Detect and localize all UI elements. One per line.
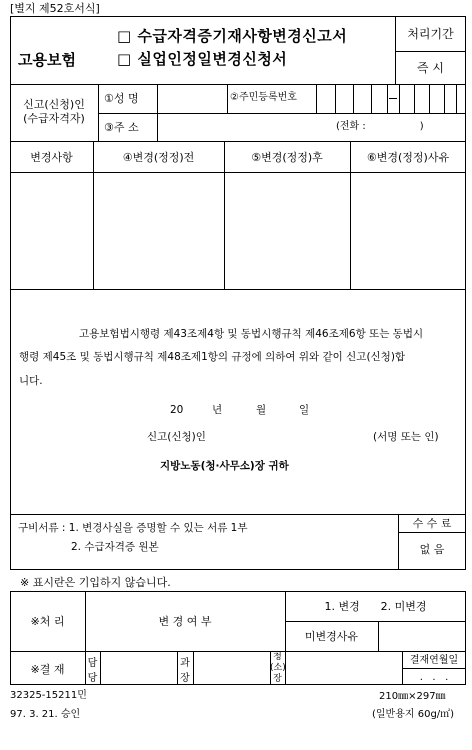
applicant-label: 신고(신청)인 (수급자격자) <box>23 98 85 126</box>
processing-period-label: 처리기간 <box>407 27 454 41</box>
before-change-field[interactable] <box>94 173 224 289</box>
resident-number-label: ②주민등록번호 <box>230 92 297 103</box>
fee-label: 수 수 료 <box>412 517 452 530</box>
no-change-reason-label: 미변경사유 <box>304 630 359 643</box>
form-code: 32325-15211민 <box>10 690 87 701</box>
documents-line-2: 2. 수급자격증 원본 <box>71 541 159 553</box>
date-year-prefix: 20 <box>170 404 184 416</box>
approval-date-field[interactable]: . . . <box>419 672 449 683</box>
statement-line-2: 행령 제45조 및 동법시행규칙 제48조제1항의 규정에 의하여 위와 같이 신고(신청)합 <box>19 351 406 363</box>
after-change-header: ⑤변경(정정)후 <box>251 151 323 164</box>
no-change-reason-field[interactable] <box>379 622 466 651</box>
approval-date-label: 결재연월일 <box>409 655 459 666</box>
paper-type: (일반용지 60g/㎡) <box>372 709 455 720</box>
date-year-label: 년 <box>212 404 223 416</box>
addressee: 지방노동(청·사무소)장 귀하 <box>160 460 289 472</box>
documents-line-1: 구비서류 : 1. 변경사실을 증명할 수 있는 서류 1부 <box>18 522 248 534</box>
category-label: 고용보험 <box>18 51 76 69</box>
signer-label: 신고(신청)인 <box>147 431 206 443</box>
paper-size: 210㎜×297㎜ <box>379 691 446 702</box>
staff-label: 담 당 <box>87 658 98 684</box>
change-options: 1. 변경 2. 미변경 <box>324 600 427 613</box>
date-month-label: 월 <box>256 404 267 416</box>
office-chief-signature-field[interactable] <box>286 652 402 685</box>
change-reason-header: ⑥변경(정정)사유 <box>366 151 450 164</box>
date-day-label: 일 <box>299 404 310 416</box>
change-status-label: 변 경 여 부 <box>158 615 212 628</box>
signature-field[interactable] <box>222 428 367 446</box>
after-change-field[interactable] <box>225 173 350 289</box>
address-label: ③주 소 <box>104 121 139 134</box>
processing-period-value: 즉 시 <box>417 61 444 75</box>
office-chief-label: 청 (소) 장 <box>270 652 286 684</box>
statement-line-1: 고용보험법시행령 제43조제4항 및 동법시행규칙 제46조제6항 또는 동법시 <box>79 328 424 340</box>
before-change-header: ④변경(정정)전 <box>122 151 195 164</box>
signature-note: (서명 또는 인) <box>373 431 439 443</box>
phone-label: (전화 : ) <box>336 121 424 132</box>
title-line-1: □ 수급자격증기재사항변경신고서 <box>117 27 348 45</box>
title-line-2: □ 실업인정일변경신청서 <box>117 50 288 68</box>
office-use-note: ※ 표시란은 기입하지 않습니다. <box>20 576 171 589</box>
change-item-field[interactable] <box>11 173 93 289</box>
change-item-header: 변경사항 <box>30 151 73 164</box>
name-field[interactable] <box>158 85 227 112</box>
change-reason-field[interactable] <box>351 173 466 289</box>
form-tag: [별지 제52호서식] <box>10 2 100 15</box>
section-chief-signature-field[interactable] <box>194 652 270 685</box>
section-chief-label: 과 장 <box>180 658 190 684</box>
name-label: ①성 명 <box>104 92 139 105</box>
staff-signature-field[interactable] <box>101 652 177 685</box>
approval-note: 97. 3. 21. 승인 <box>10 709 81 720</box>
processing-label: ※처 리 <box>30 615 65 628</box>
statement-line-3: 니다. <box>19 375 43 387</box>
approval-label: ※결 재 <box>30 663 65 676</box>
fee-value: 없 음 <box>419 543 445 556</box>
